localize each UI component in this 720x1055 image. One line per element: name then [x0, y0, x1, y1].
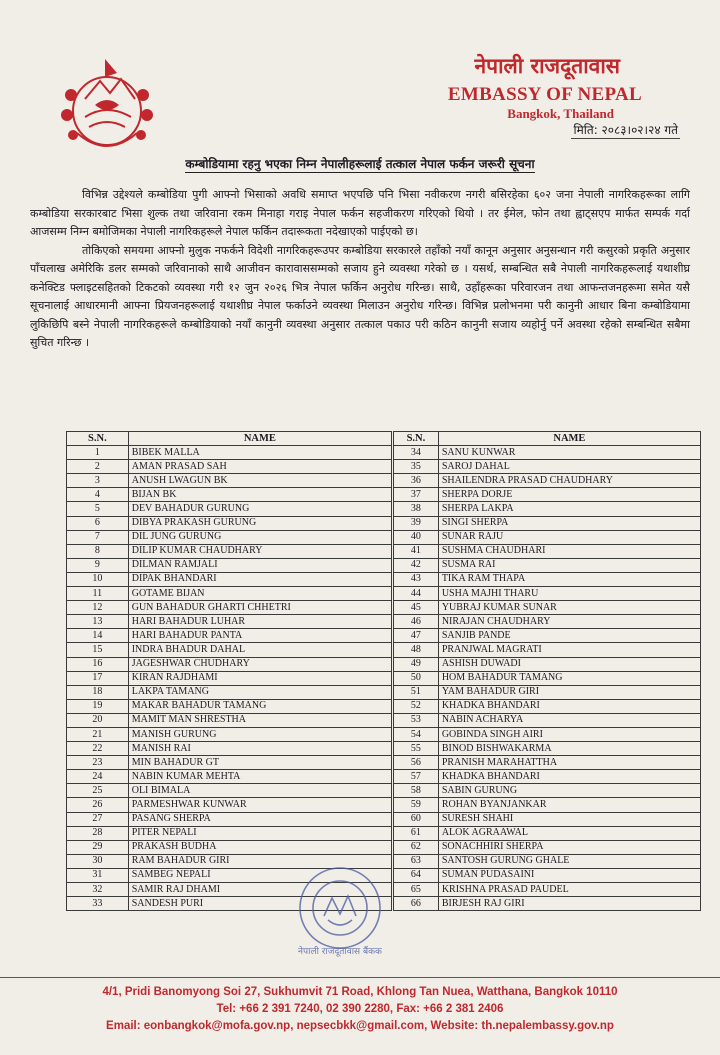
table-row — [394, 784, 701, 798]
row-person-name: ANUSH LWAGUN BK — [128, 474, 391, 488]
row-person-name: GUN BAHADUR GHARTI CHHETRI — [128, 601, 391, 615]
row-person-name: GOTAME BIJAN — [128, 587, 391, 601]
row-serial-number: 40 — [394, 530, 439, 544]
row-serial-number: 38 — [394, 502, 439, 516]
row-person-name: SHERPA DORJE — [438, 488, 700, 502]
names-table-left — [66, 431, 392, 911]
row-serial-number: 57 — [394, 770, 439, 784]
row-person-name: DILMAN RAMJALI — [128, 558, 391, 572]
row-person-name: SHAILENDRA PRASAD CHAUDHARY — [438, 474, 700, 488]
stamp-text: नेपाली राजदूतावास बैंकक — [298, 947, 382, 957]
row-person-name: BIJAN BK — [128, 488, 391, 502]
row-person-name: KIRAN RAJDHAMI — [128, 671, 391, 685]
row-serial-number: 41 — [394, 544, 439, 558]
table-row — [394, 727, 701, 741]
row-serial-number: 33 — [67, 897, 129, 911]
table-row — [67, 742, 392, 756]
row-person-name: PITER NEPALI — [128, 826, 391, 840]
table-row — [394, 657, 701, 671]
row-person-name: SANDESH PURI — [128, 897, 391, 911]
row-serial-number: 51 — [394, 685, 439, 699]
row-serial-number: 5 — [67, 502, 129, 516]
table-row — [67, 812, 392, 826]
row-serial-number: 24 — [67, 770, 129, 784]
row-person-name: SHERPA LAKPA — [438, 502, 700, 516]
row-serial-number: 56 — [394, 756, 439, 770]
table-row — [67, 629, 392, 643]
row-person-name: SAROJ DAHAL — [438, 460, 700, 474]
table-row — [394, 685, 701, 699]
row-person-name: JAGESHWAR CHUDHARY — [128, 657, 391, 671]
row-person-name: SAMIR RAJ DHAMI — [128, 883, 391, 897]
table-row — [67, 770, 392, 784]
table-row — [67, 544, 392, 558]
table-row — [394, 854, 701, 868]
row-person-name: KHADKA BHANDARI — [438, 699, 700, 713]
header-name: NAME — [438, 432, 700, 446]
row-serial-number: 48 — [394, 643, 439, 657]
row-serial-number: 29 — [67, 840, 129, 854]
row-serial-number: 18 — [67, 685, 129, 699]
row-person-name: DIBYA PRAKASH GURUNG — [128, 516, 391, 530]
table-row — [394, 713, 701, 727]
row-serial-number: 65 — [394, 883, 439, 897]
row-serial-number: 23 — [67, 756, 129, 770]
row-serial-number: 42 — [394, 558, 439, 572]
table-row — [67, 474, 392, 488]
row-serial-number: 9 — [67, 558, 129, 572]
row-person-name: RAM BAHADUR GIRI — [128, 854, 391, 868]
row-person-name: SUNAR RAJU — [438, 530, 700, 544]
notice-body — [30, 186, 690, 353]
row-serial-number: 17 — [67, 671, 129, 685]
table-row — [67, 460, 392, 474]
table-row — [67, 727, 392, 741]
row-person-name: SABIN GURUNG — [438, 784, 700, 798]
table-row — [67, 826, 392, 840]
row-person-name: SUSMA RAI — [438, 558, 700, 572]
row-serial-number: 31 — [67, 868, 129, 882]
embassy-name-english: EMBASSY OF NEPAL — [447, 84, 642, 105]
table-row — [394, 446, 701, 460]
table-row — [67, 516, 392, 530]
row-serial-number: 16 — [67, 657, 129, 671]
row-person-name: SANJIB PANDE — [438, 629, 700, 643]
row-serial-number: 22 — [67, 742, 129, 756]
names-table-right — [393, 431, 701, 911]
table-row — [67, 643, 392, 657]
row-serial-number: 14 — [67, 629, 129, 643]
row-serial-number: 49 — [394, 657, 439, 671]
table-row — [394, 615, 701, 629]
row-person-name: GOBINDA SINGH AIRI — [438, 727, 700, 741]
table-row — [67, 840, 392, 854]
table-row — [394, 671, 701, 685]
row-person-name: DEV BAHADUR GURUNG — [128, 502, 391, 516]
row-person-name: MIN BAHADUR GT — [128, 756, 391, 770]
row-serial-number: 34 — [394, 446, 439, 460]
row-person-name: SANTOSH GURUNG GHALE — [438, 854, 700, 868]
row-serial-number: 4 — [67, 488, 129, 502]
table-row — [394, 474, 701, 488]
row-serial-number: 15 — [67, 643, 129, 657]
notice-subject — [0, 155, 720, 172]
row-person-name: NABIN ACHARYA — [438, 713, 700, 727]
row-person-name: HARI BAHADUR PANTA — [128, 629, 391, 643]
row-serial-number: 10 — [67, 572, 129, 586]
embassy-city: Bangkok, Thailand — [507, 106, 614, 121]
row-serial-number: 44 — [394, 587, 439, 601]
table-row — [394, 840, 701, 854]
row-person-name: DIPAK BHANDARI — [128, 572, 391, 586]
row-serial-number: 3 — [67, 474, 129, 488]
row-serial-number: 37 — [394, 488, 439, 502]
row-serial-number: 52 — [394, 699, 439, 713]
notice-date: मिति: २०८३।०२।२४ गते — [573, 123, 678, 137]
row-person-name: DIL JUNG GURUNG — [128, 530, 391, 544]
row-person-name: KHADKA BHANDARI — [438, 770, 700, 784]
row-person-name: BIRJESH RAJ GIRI — [438, 897, 700, 911]
row-serial-number: 45 — [394, 601, 439, 615]
row-serial-number: 25 — [67, 784, 129, 798]
table-row — [394, 699, 701, 713]
table-row — [394, 798, 701, 812]
row-serial-number: 36 — [394, 474, 439, 488]
row-serial-number: 58 — [394, 784, 439, 798]
official-stamp-icon — [290, 860, 390, 960]
table-row — [67, 488, 392, 502]
row-serial-number: 47 — [394, 629, 439, 643]
row-serial-number: 26 — [67, 798, 129, 812]
row-person-name: BINOD BISHWAKARMA — [438, 742, 700, 756]
table-header-row — [394, 432, 701, 446]
row-serial-number: 30 — [67, 854, 129, 868]
table-row — [67, 572, 392, 586]
table-row — [67, 657, 392, 671]
row-serial-number: 21 — [67, 727, 129, 741]
row-serial-number: 2 — [67, 460, 129, 474]
row-serial-number: 63 — [394, 854, 439, 868]
table-row — [394, 488, 701, 502]
table-row — [394, 826, 701, 840]
row-serial-number: 6 — [67, 516, 129, 530]
footer-address: 4/1, Pridi Banomyong Soi 27, Sukhumvit 71 Road, Khlong Tan Nuea, Watthana, Bangkok 10110 — [102, 986, 618, 998]
table-row — [394, 587, 701, 601]
row-serial-number: 12 — [67, 601, 129, 615]
row-person-name: BIBEK MALLA — [128, 446, 391, 460]
row-person-name: ROHAN BYANJANKAR — [438, 798, 700, 812]
table-row — [394, 897, 701, 911]
row-person-name: OLI BIMALA — [128, 784, 391, 798]
row-person-name: MANISH RAI — [128, 742, 391, 756]
row-serial-number: 13 — [67, 615, 129, 629]
table-row — [394, 572, 701, 586]
table-row — [67, 530, 392, 544]
row-serial-number: 8 — [67, 544, 129, 558]
row-person-name: PARMESHWAR KUNWAR — [128, 798, 391, 812]
table-row — [394, 516, 701, 530]
row-serial-number: 43 — [394, 572, 439, 586]
row-person-name: HARI BAHADUR LUHAR — [128, 615, 391, 629]
row-person-name: PRANISH MARAHATTHA — [438, 756, 700, 770]
notice-subject-text: कम्बोडियामा रहनु भएका निम्न नेपालीहरूलाई तत्काल नेपाल फर्कन जरूरी सूचना — [185, 157, 535, 171]
table-row — [67, 699, 392, 713]
row-person-name: SINGI SHERPA — [438, 516, 700, 530]
row-serial-number: 50 — [394, 671, 439, 685]
row-serial-number: 19 — [67, 699, 129, 713]
table-row — [67, 558, 392, 572]
header-sn: S.N. — [67, 432, 129, 446]
row-person-name: NIRAJAN CHAUDHARY — [438, 615, 700, 629]
row-serial-number: 66 — [394, 897, 439, 911]
paragraph-1: विभिन्न उद्देश्यले कम्बोडिया पुगी आफ्नो भिसाको अवधि समाप्त भएपछि पनि भिसा नवीकरण नगरी बसिरहेका ६०२ जना नेपाली नागरिकहरूका लागि कम्बोडिया सरकारबाट भिसा शुल्क तथा जरिवाना रकम मिनाहा गराइ नेपाल फर्कन सहजीकरण गरिएको थियो । तर ईमेल, फोन तथा ह्वाट्सएप मार्फत सम्पर्क गर्दा आजसम्म निम्न बमोजिमका नेपाली नागरिकहरूले नेपाल फर्किन तदारूकता नदेखाएको पाईएको छ। — [30, 188, 690, 238]
row-serial-number: 1 — [67, 446, 129, 460]
table-row — [67, 685, 392, 699]
row-serial-number: 59 — [394, 798, 439, 812]
table-row — [394, 770, 701, 784]
table-row — [394, 558, 701, 572]
row-person-name: NABIN KUMAR MEHTA — [128, 770, 391, 784]
row-person-name: SONACHHIRI SHERPA — [438, 840, 700, 854]
table-row — [394, 742, 701, 756]
row-serial-number: 54 — [394, 727, 439, 741]
embassy-name-nepali: नेपाली राजदूतावास — [474, 54, 620, 78]
row-person-name: ALOK AGRAAWAL — [438, 826, 700, 840]
row-person-name: YAM BAHADUR GIRI — [438, 685, 700, 699]
row-person-name: USHA MAJHI THARU — [438, 587, 700, 601]
table-row — [67, 713, 392, 727]
row-person-name: LAKPA TAMANG — [128, 685, 391, 699]
table-row — [67, 615, 392, 629]
row-serial-number: 32 — [67, 883, 129, 897]
paragraph-2: तोकिएको समयमा आफ्नो मुलुक नफर्कने विदेशी नागरिकहरूउपर कम्बोडिया सरकारले तहाँको नयाँ कानून अनुसार अनुसन्धान गरी कसुरको प्रकृति अनुसार पाँचलाख अमेरिकि डलर सम्मको जरिवानाको साथै आजीवन कारावाससम्मको सजाय हुने व्यवस्था गरेको छ । यसर्थ, सम्बन्धित सबै नेपाली नागरिकहरूलाई यथाशीघ्र कनेक्टिड फ्लाइटसहितको टिकटको व्यवस्था गरी १२ जुन २०२६ भित्र नेपाल फर्किन अनुरोध गरिन्छ। साथै, उहाँहरूका परिवारजन तथा आफन्तजनहरूमा समेत यसै सूचनालाई आधारमानी आफ्ना प्रियजनहरूलाई यथाशीघ्र नेपाल फर्काउने व्यवस्था मिलाउन अनुरोध गरिन्छ। विभिन्न प्रलोभनमा परी कानुनी आधार बिना कम्बोडियामा लुकिछिपि बस्ने नेपाली नागरिकहरूले कम्बोडियाको नयाँ कानुनी व्यवस्था अनुसार तत्काल पकाउ परी कठिन कानुनी सजाय व्यहोर्नु पर्ने अवस्था रहेको सम्बन्धित सबैमा सुचित गरिन्छ । — [30, 243, 690, 349]
row-person-name: SUMAN PUDASAINI — [438, 868, 700, 882]
row-serial-number: 46 — [394, 615, 439, 629]
row-person-name: KRISHNA PRASAD PAUDEL — [438, 883, 700, 897]
table-row — [394, 868, 701, 882]
row-serial-number: 39 — [394, 516, 439, 530]
row-serial-number: 20 — [67, 713, 129, 727]
table-row — [394, 812, 701, 826]
table-row — [67, 587, 392, 601]
row-serial-number: 60 — [394, 812, 439, 826]
row-person-name: PASANG SHERPA — [128, 812, 391, 826]
table-row — [67, 446, 392, 460]
table-row — [394, 601, 701, 615]
row-serial-number: 61 — [394, 826, 439, 840]
row-person-name: AMAN PRASAD SAH — [128, 460, 391, 474]
table-row — [67, 756, 392, 770]
row-serial-number: 11 — [67, 587, 129, 601]
row-serial-number: 28 — [67, 826, 129, 840]
row-serial-number: 53 — [394, 713, 439, 727]
row-person-name: SANU KUNWAR — [438, 446, 700, 460]
row-person-name: SUSHMA CHAUDHARI — [438, 544, 700, 558]
header-name: NAME — [128, 432, 391, 446]
row-person-name: TIKA RAM THAPA — [438, 572, 700, 586]
table-row — [67, 671, 392, 685]
table-header-row — [67, 432, 392, 446]
footer-contact: Email: eonbangkok@mofa.gov.np, nepsecbkk@gmail.com, Website: th.nepalembassy.gov.np — [106, 1020, 614, 1032]
row-serial-number: 27 — [67, 812, 129, 826]
row-person-name: MAMIT MAN SHRESTHA — [128, 713, 391, 727]
row-person-name: PRANJWAL MAGRATI — [438, 643, 700, 657]
row-serial-number: 35 — [394, 460, 439, 474]
table-row — [67, 784, 392, 798]
footer-divider — [0, 977, 720, 978]
row-person-name: PRAKASH BUDHA — [128, 840, 391, 854]
table-row — [394, 643, 701, 657]
table-row — [67, 502, 392, 516]
row-person-name: INDRA BHADUR DAHAL — [128, 643, 391, 657]
footer-phones: Tel: +66 2 391 7240, 02 390 2280, Fax: +66 2 381 2406 — [216, 1003, 504, 1015]
nepal-emblem-icon — [55, 55, 160, 165]
row-person-name: SURESH SHAHI — [438, 812, 700, 826]
table-row — [394, 544, 701, 558]
table-row — [394, 502, 701, 516]
row-serial-number: 7 — [67, 530, 129, 544]
table-row — [394, 883, 701, 897]
table-row — [394, 756, 701, 770]
table-row — [67, 798, 392, 812]
row-person-name: MAKAR BAHADUR TAMANG — [128, 699, 391, 713]
header-sn: S.N. — [394, 432, 439, 446]
row-person-name: HOM BAHADUR TAMANG — [438, 671, 700, 685]
row-person-name: SAMBEG NEPALI — [128, 868, 391, 882]
row-person-name: YUBRAJ KUMAR SUNAR — [438, 601, 700, 615]
table-row — [394, 530, 701, 544]
row-person-name: MANISH GURUNG — [128, 727, 391, 741]
row-person-name: DILIP KUMAR CHAUDHARY — [128, 544, 391, 558]
table-row — [394, 629, 701, 643]
row-person-name: ASHISH DUWADI — [438, 657, 700, 671]
row-serial-number: 64 — [394, 868, 439, 882]
row-serial-number: 55 — [394, 742, 439, 756]
table-row — [67, 601, 392, 615]
row-serial-number: 62 — [394, 840, 439, 854]
table-row — [394, 460, 701, 474]
